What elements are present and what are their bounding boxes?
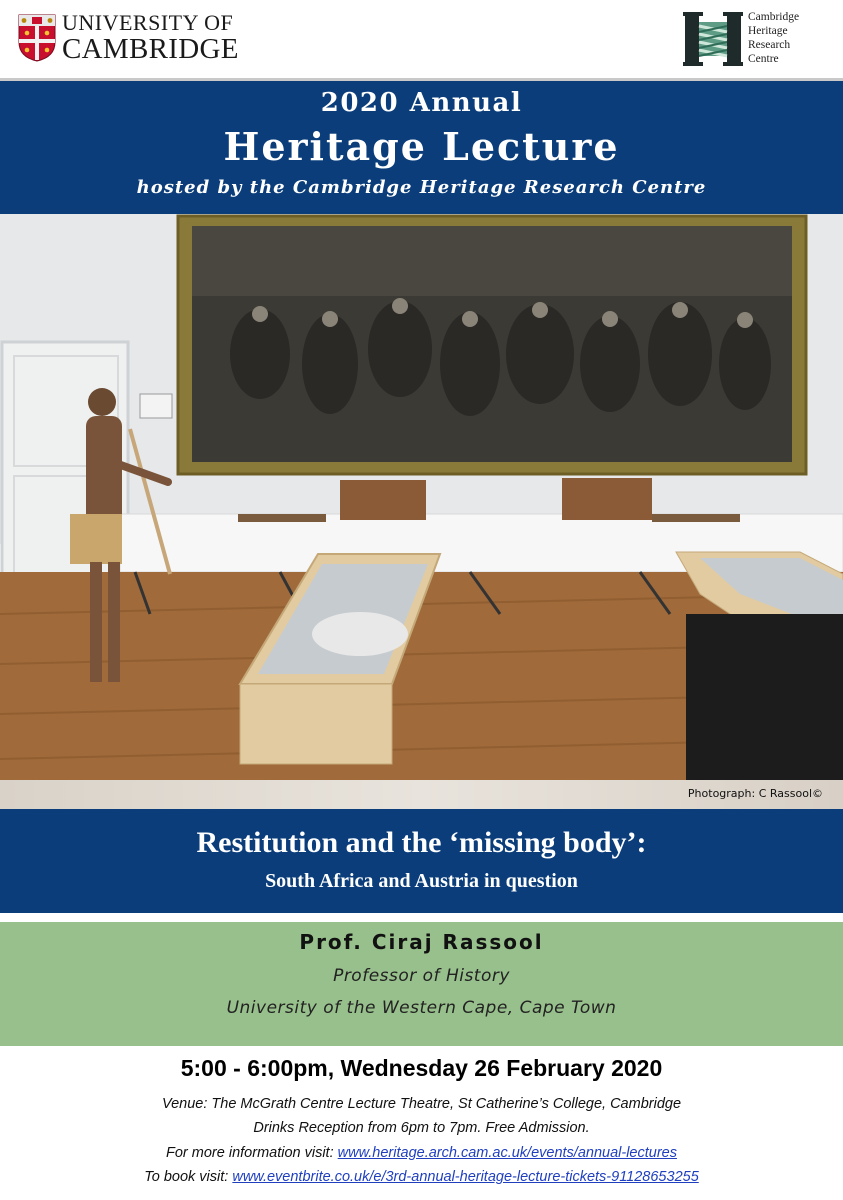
university-wordmark <box>62 12 239 64</box>
booking-line <box>0 1169 843 1185</box>
wooden-box <box>562 478 652 520</box>
centre-name-line: Centre <box>748 53 779 65</box>
heritage-centre-wordmark <box>748 10 799 66</box>
university-line-2: CAMBRIDGE <box>62 33 239 65</box>
photo-credit: Photograph: C Rassool© <box>687 787 823 800</box>
more-info-link[interactable]: www.heritage.arch.cam.ac.uk/events/annual-lectures <box>337 1145 677 1161</box>
booking-link[interactable]: www.eventbrite.co.uk/e/3rd-annual-heritage-lecture-tickets-91128653255 <box>232 1169 699 1185</box>
drinks-line: Drinks Reception from 6pm to 7pm. Free Admission. <box>253 1120 590 1136</box>
speaker-name: Prof. Ciraj Rassool <box>299 930 544 954</box>
centre-name-line: Heritage <box>748 25 788 37</box>
more-info-prefix: For more information visit: <box>166 1145 338 1161</box>
more-info-line <box>0 1145 843 1161</box>
wooden-box <box>340 480 426 520</box>
heritage-centre-logo <box>683 10 743 68</box>
lecture-title-band <box>0 809 843 913</box>
lecture-subtitle: South Africa and Austria in question <box>265 870 578 892</box>
university-line-1: UNIVERSITY OF <box>62 10 234 35</box>
event-photograph <box>0 214 843 780</box>
lecture-title: Restitution and the ‘missing body’: <box>196 826 647 859</box>
speaker-institution: University of the Western Cape, Cape Town <box>226 998 617 1018</box>
venue-line: Venue: The McGrath Centre Lecture Theatre, St Catherine’s College, Cambridge <box>161 1096 682 1112</box>
event-datetime: 5:00 - 6:00pm, Wednesday 26 February 2020 <box>180 1055 663 1081</box>
centre-name-line: Research <box>748 39 791 51</box>
speaker-role: Professor of History <box>333 966 510 986</box>
centre-name-line: Cambridge <box>748 11 800 23</box>
event-title: Heritage Lecture <box>223 124 620 169</box>
event-year-heading: 2020 Annual <box>320 88 523 118</box>
university-crest-logo <box>18 14 56 62</box>
booking-prefix: To book visit: <box>144 1169 233 1185</box>
event-host-line: hosted by the Cambridge Heritage Research Centre <box>136 177 707 198</box>
